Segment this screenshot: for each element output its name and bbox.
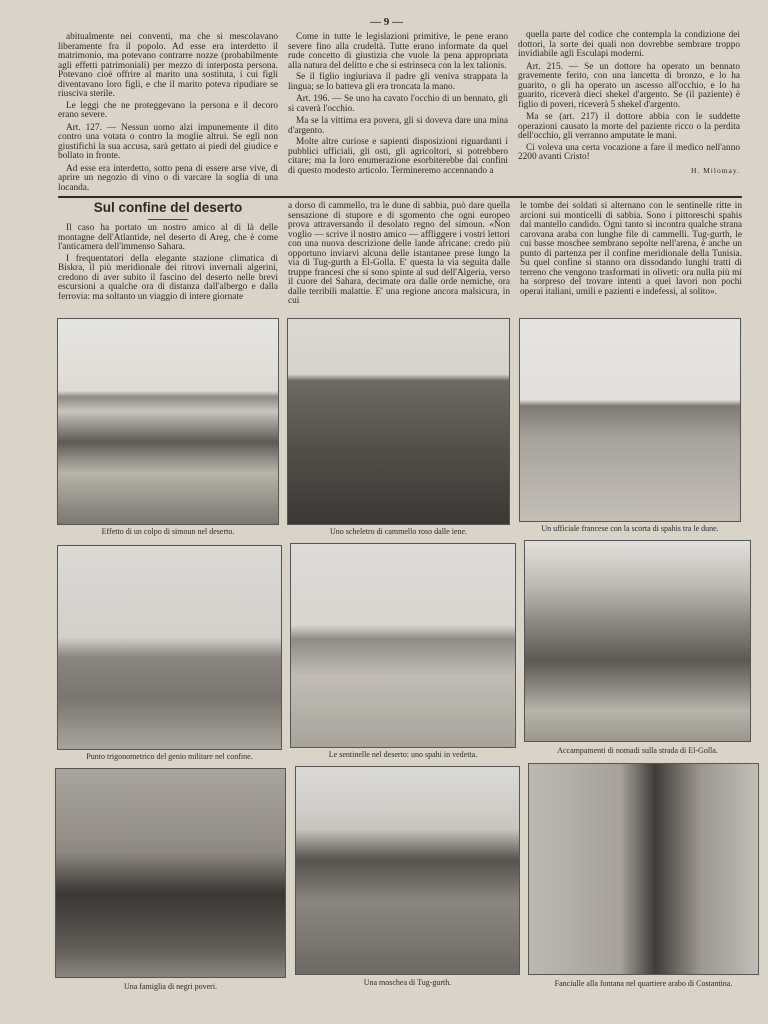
photo-trigonometric-point [57, 545, 282, 750]
law-article: Art. 196. — Se uno ha cavato l'occhio di un bennato, gli si caverà l'occhio. [288, 94, 508, 114]
photo-caption: Una moschea di Tug-gurth. [363, 978, 452, 987]
top-column-2 [288, 33, 508, 178]
paragraph: Il caso ha portato un nostro amico al di là delle montagne dell'Atlantide, nel deserto di Areg, che è come l'anticamera dell'immenso Sahara. [58, 223, 278, 252]
paragraph: Ad esse era interdetto, sotto pena di essere arse vive, di aprire un negozio di vino o di varcare la soglia di una locanda. [58, 163, 278, 193]
photo-caption: Le sentinelle nel deserto: uno spahi in vedetta. [328, 750, 478, 759]
photo-camel-skeleton [287, 318, 510, 525]
photo-caption: Una famiglia di negri poveri. [123, 982, 218, 991]
paragraph: quella parte del codice che contempla la condizione dei dottori, la sorte dei quali non dovrebbe sembrare troppo invidiabile agli Esculapi moderni. [518, 30, 740, 59]
law-article: Art. 127. — Nessun uomo alzi impunemente il dito contro una votata o contro la moglie altrui. Se egli non giustifichi la sua accusa, sarà gettato ai piedi del giudice e bollato in fronte. [58, 122, 278, 161]
photo-fountain [528, 763, 759, 975]
paragraph: Molte altre curiose e sapienti disposizioni riguardanti i pubblici ufficiali, gli osti, gli agricoltori, si potrebbero citare; ma la loro enumerazione esorbiterebbe dai confini di questo modesto articolo. Termineremo accennando a [288, 137, 508, 176]
photo-caption: Fanciulle alla fontana nel quartiere arabo di Costantina. [554, 979, 733, 988]
photo-caption: Uno scheletro di cammello roso dalle iene. [329, 527, 468, 536]
author-signature: H. Milomay. [690, 165, 740, 175]
paragraph: I frequentatori della elegante stazione climatica di Biskra, il più meridionale dei ritrovi invernali algerini, credono di aver subito il fascino del deserto nelle brevi escursioni a qualche ora di distanza dall'albergo e dalla ferrovia: ma soltanto un viaggio di intere giornate [58, 253, 278, 302]
article-column-1 [58, 224, 278, 304]
paragraph: Ci voleva una certa vocazione a fare il medico nell'anno 2200 avanti Cristo! [518, 142, 740, 162]
article-column-2 [288, 202, 510, 309]
paragraph: Ma se la vittima era povera, gli si doveva dare una mina d'argento. [288, 116, 508, 136]
photo-family [55, 768, 286, 978]
photo-nomad-camp [524, 540, 751, 742]
paragraph: Se il figlio ingiuriava il padre gli veniva strappata la lingua; se lo batteva gli era troncata la mano. [288, 72, 508, 92]
top-column-3 [518, 31, 740, 175]
paragraph: le tombe dei soldati si alternano con le sentinelle ritte in arcioni sui monticelli di sabbia. Sono i pittoreschi spahis dal mantello candido. Ogni tanto si incontra qualche strana carovana araba con lunghe file di cammelli. Tug-gurth, le cui basse moschee sembrano sepolte nell'arena, è anche un punto di partenza per il confine meridionale della Tunisia. Su quel confine si stanno ora dissodando lunghi tratti di terreno che vengono trasformati in oliveti: ora nulla più mi ha sorpreso del trovare intenti a quei lavori non pochi operai italiani, umili e pazienti e indefessi, al solito». [520, 201, 742, 297]
paragraph: Le leggi che ne proteggevano la persona e il decoro erano severe. [58, 100, 278, 120]
photo-caption: Un ufficiale francese con la scorta di spahis tra le dune. [541, 524, 719, 533]
paragraph: Ma se (art. 217) il dottore abbia con le suddette operazioni causato la morte del paziente ricco o la perdita dell'occhio, gli verranno amputate le mani. [518, 112, 740, 141]
paragraph: Come in tutte le legislazioni primitive, le pene erano severe fino alla crudeltà. Tutte erano informate da quel rude concetto di giustizia che vuole la pena appropriata alla natura del delitto e che si estrinseca con la lex talionis. [288, 32, 508, 71]
photo-sentinel [290, 543, 516, 748]
top-column-1 [58, 33, 278, 195]
photo-french-officer [519, 318, 741, 522]
article-column-3 [520, 202, 742, 299]
photo-mosque [295, 766, 520, 975]
paragraph: a dorso di cammello, tra le dune di sabbia, può dare quella sensazione di stupore e di sgomento che ogni europeo prova attraversando il desolato regno del simoun. «Non voglio — scrive il nostro amico — affliggere i vostri lettori con una nuova descrizione delle lande africane: credo più opportuno inviarvi alcuna delle istantanee prese lungo la via di Tug-gurth a El-Golla. E' questa la via seguita dalle truppe francesi che si sono spinte al sud dell'Algeria, verso il cuore del Sahara, decimate ora dalle orde nemiche, ora dalle terribili malattie. E' una regione ancora malsicura, in cui [288, 201, 510, 306]
article-title: Sul confine del deserto [93, 200, 243, 215]
page-number: — 9 — [370, 16, 403, 28]
law-article: Art. 215. — Se un dottore ha operato un bennato gravemente ferito, con una lancetta di bronzo, e lo ha guarito, o gli ha operato un ascesso all'occhio, e lo ha guarito, riceverà dieci shekel d'argento. Se (il paziente) è figlio di poveri, riceverà 5 shekel d'argento. [518, 61, 740, 110]
photo-caption: Effetto di un colpo di simoun nel deserto. [101, 527, 235, 536]
section-divider [58, 196, 742, 198]
title-underline [148, 219, 188, 220]
photo-simoun-dunes [57, 318, 279, 525]
paragraph: abitualmente nei conventi, ma che si mescolavano liberamente fra il popolo. Ad esse era interdetto il matrimonio, ma potevano contrarre nozze (probabilmente agli effetti patrimoniali) per mezzo di interposta persona. Potevano cioè offrire al marito una sostituta, i cui figli diventavano loro figli, e che il marito poteva ripudiare se riusciva sterile. [58, 32, 278, 99]
photo-caption: Accampamenti di nomadi sulla strada di El-Golla. [557, 746, 718, 755]
photo-caption: Punto trigonometrico del genio militare nel confine. [86, 752, 253, 761]
